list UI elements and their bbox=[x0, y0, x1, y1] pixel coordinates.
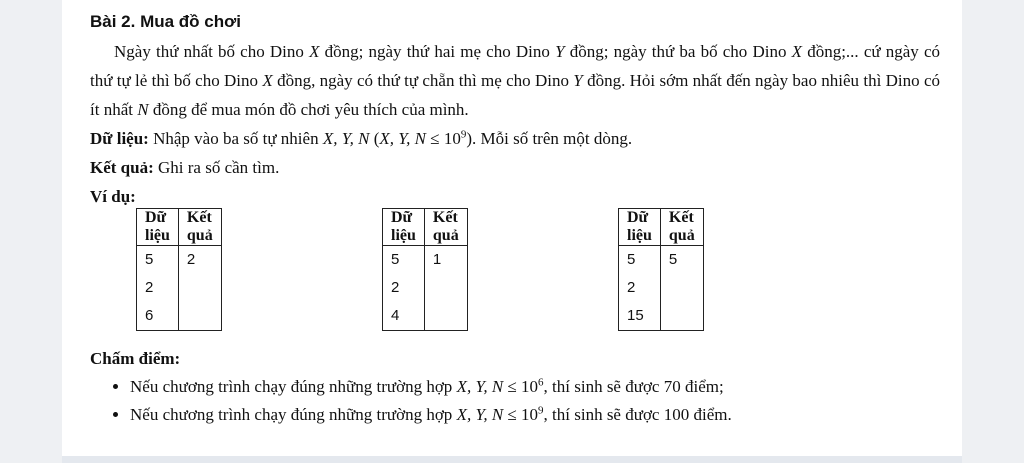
var-y: Y bbox=[573, 71, 583, 90]
input-text: Nhập vào ba số tự nhiên bbox=[148, 129, 323, 148]
scoring-text: Nếu chương trình chạy đúng những trường hợp bbox=[130, 405, 457, 424]
input-label: Dữ liệu: bbox=[90, 129, 149, 148]
scoring-text: ≤ 10 bbox=[503, 377, 539, 396]
table-header-output: Kết quả bbox=[660, 209, 703, 246]
input-value: 6 bbox=[145, 307, 154, 324]
table-cell-input bbox=[619, 246, 661, 331]
scoring-text: Nếu chương trình chạy đúng những trường hợp bbox=[130, 377, 457, 396]
input-text: ( bbox=[369, 129, 380, 148]
var-x: X bbox=[791, 42, 803, 61]
input-cond-vars: X, Y, N bbox=[379, 129, 426, 148]
table-header-input: Dữ liệu bbox=[383, 209, 425, 246]
input-value: 15 bbox=[627, 307, 644, 324]
problem-title: Bài 2. Mua đồ chơi bbox=[90, 12, 241, 31]
var-x: X bbox=[309, 42, 320, 61]
input-text: ). Mỗi số trên một dòng. bbox=[466, 129, 633, 148]
table-header-input: Dữ liệu bbox=[137, 209, 179, 246]
statement-text: đồng, ngày có thứ tự chẵn thì mẹ cho Dino bbox=[272, 71, 574, 90]
statement-text: đồng;... cứ ngày có thứ tự lẻ thì bố cho Dino bbox=[90, 42, 941, 90]
document-page bbox=[62, 0, 962, 456]
input-value: 2 bbox=[391, 279, 400, 296]
problem-statement bbox=[90, 37, 940, 124]
examples-label: Ví dụ: bbox=[90, 187, 136, 206]
scoring-vars: X, Y, N bbox=[456, 405, 504, 424]
scoring-item bbox=[130, 401, 940, 429]
input-value: 5 bbox=[627, 251, 636, 268]
table-cell-output bbox=[178, 246, 221, 331]
var-n: N bbox=[137, 100, 149, 119]
output-value: 5 bbox=[668, 251, 678, 268]
scoring-exponent: 9 bbox=[538, 404, 544, 417]
page-bottom-strip bbox=[62, 456, 962, 463]
scoring-text: , thí sinh sẽ được 70 điểm; bbox=[543, 377, 724, 396]
scoring-list bbox=[90, 373, 940, 429]
output-spec bbox=[90, 153, 940, 182]
scoring-item bbox=[130, 373, 940, 401]
table-cell-input bbox=[137, 246, 179, 331]
scoring-vars: X, Y, N bbox=[456, 377, 504, 396]
statement-text: đồng; ngày thứ ba bố cho Dino bbox=[564, 42, 792, 61]
input-value: 5 bbox=[145, 251, 154, 268]
statement-text: đồng; ngày thứ hai mẹ cho Dino bbox=[319, 42, 556, 61]
statement-text: đồng. Hỏi sớm nhất đến ngày bao nhiêu thì Dino có ít nhất bbox=[90, 71, 940, 119]
input-exponent: 9 bbox=[460, 128, 467, 141]
scoring-section bbox=[90, 344, 940, 429]
output-text: Ghi ra số cần tìm. bbox=[153, 158, 280, 177]
example-table-1 bbox=[136, 208, 222, 331]
statement-text: đồng để mua món đồ chơi yêu thích của mình. bbox=[148, 100, 469, 119]
example-table-2 bbox=[382, 208, 468, 331]
output-value: 2 bbox=[186, 251, 196, 268]
input-spec bbox=[90, 124, 940, 153]
scoring-text: ≤ 10 bbox=[503, 405, 539, 424]
output-value: 1 bbox=[432, 251, 442, 268]
input-value: 5 bbox=[391, 251, 400, 268]
input-value: 4 bbox=[391, 307, 400, 324]
table-header-output: Kết quả bbox=[424, 209, 467, 246]
var-x: X bbox=[262, 71, 273, 90]
table-cell-input bbox=[383, 246, 425, 331]
example-table-3 bbox=[618, 208, 704, 331]
input-value: 2 bbox=[145, 279, 154, 296]
input-vars: X, Y, N bbox=[322, 129, 370, 148]
var-y: Y bbox=[555, 42, 565, 61]
scoring-label: Chấm điểm: bbox=[90, 349, 181, 368]
table-cell-output bbox=[660, 246, 703, 331]
input-text: ≤ 10 bbox=[426, 129, 461, 148]
scoring-text: , thí sinh sẽ được 100 điểm. bbox=[543, 405, 732, 424]
output-label: Kết quả: bbox=[90, 158, 154, 177]
table-header-input: Dữ liệu bbox=[619, 209, 661, 246]
table-cell-output bbox=[424, 246, 467, 331]
statement-text: Ngày thứ nhất bố cho Dino bbox=[114, 42, 310, 61]
table-header-output: Kết quả bbox=[178, 209, 221, 246]
scoring-exponent: 6 bbox=[538, 376, 544, 389]
input-value: 2 bbox=[627, 279, 636, 296]
